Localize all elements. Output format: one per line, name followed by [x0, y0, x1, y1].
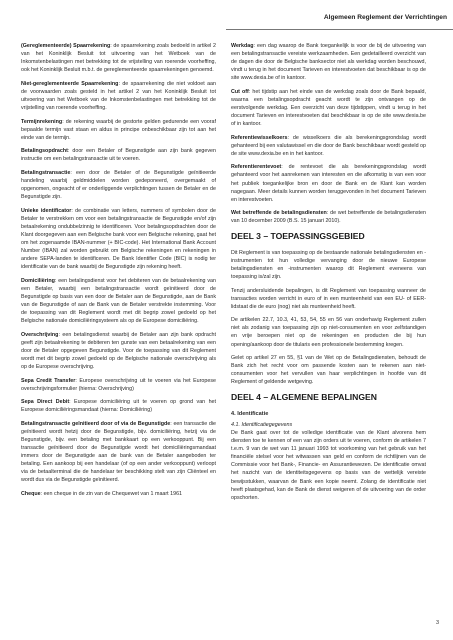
definition-paragraph — [21, 118, 216, 142]
definition-paragraph — [231, 42, 426, 82]
identification-paragraph: De Bank gaat over tot de volledige identificatie van de Klant alvorens hem diensten toe te kennen of een van zijn orders uit te voeren, conform de artikelen 7 t.e.m. 9 van de wet van 11 januari 1993 tot voorkoming van het gebruik van het financiële stelsel voor het witwassen van geld en conform de richtlijnen van de Commissie voor het Bank-, Financie- en Assurantiewezen. De identificatie omvat het nazicht van de identiteitsgegevens op basis van de wettelijk vereiste bewijsstukken, waarvan de Bank een kopie neemt. Zolang de identificatie niet heeft plaatsgehad, kan de Bank de dienst weigeren of de uitvoering van de order opschorten. — [231, 429, 426, 501]
definition-term: Referentiewisselkoers — [231, 134, 288, 141]
definition-term: Referentierentevoet — [231, 164, 282, 171]
definition-paragraph — [21, 377, 216, 393]
definition-text: : een dag waarop de Bank toegankelijk is voor de bij de uitvoering van een betalingstransactie vereiste werkzaamheden. Een gedetailleerd overzicht van de dagen die door de Belgische banksector niet als werkdag worden beschouwd, vindt u terug in het document Tarieven en interestvoeten dat beschikbaar is op de site www.dexia.be of in kantoor. — [231, 43, 426, 82]
header-title: Algemeen Reglement der Verrichtingen — [323, 14, 447, 21]
definition-term: Niet-gereglementeerde Spaarrekening — [21, 80, 119, 87]
definition-term: Betalingstransactie geïnitieerd door of via de Begunstigde — [21, 420, 171, 427]
definition-term: Sepa Credit Transfer — [21, 377, 76, 384]
definition-text: : de spaarrekening die niet voldoet aan de voorwaarden zoals gesteld in het artikel 2 van het Koninklijk Besluit tot uitvoering van het Wetboek van de Inkomstenbelastingen met betrekking tot de vrijstelling van roerende voorheffing. — [21, 80, 216, 112]
definition-paragraph — [21, 207, 216, 272]
left-column — [21, 42, 216, 503]
definition-paragraph — [21, 277, 216, 326]
definition-text: : de combinatie van letters, nummers of symbolen door de Betaler te verstrekken om voor een betalingstransactie de Begunstigde en/of zijn betaalrekening ondubbelzinnig te identificeren. Voor betalingsopdrachten door de Klant doorgegeven aan een Belgische bank voor een Belgische rekening, gaat het om het zogenaamde IBAN-nummer (+ BIC-code). Het International Bank Account Number (IBAN) zal worden gebruikt om Belgische rekeningen en rekeningen in andere SEPA-landen te identificeren. De Bank Identifier Code (BIC) is nodig ter identificatie van de bank waarbij de Begunstigde zijn rekening heeft. — [21, 207, 216, 271]
definition-paragraph — [21, 331, 216, 371]
definition-paragraph — [21, 490, 216, 498]
definition-text: : Europese domiciliëring uit te voeren op grond van het Europese domiciliëringsmandaat (hierna: Domiciliëring) — [21, 399, 216, 414]
definition-text: : de rentevoet die als berekeningsgrondslag wordt gehanteerd voor het aanrekenen van interesten en die afkomstig is van een voor het publiek toegankelijke bron en door de Bank en de Klant kan worden nagegaan. Meer details kunnen worden teruggevonden in het document Tarieven en interestvoeten. — [231, 164, 426, 203]
definition-paragraph — [21, 398, 216, 414]
definition-paragraph — [21, 169, 216, 201]
definition-paragraph — [231, 134, 426, 158]
section-4-heading: DEEL 4 – ALGEMENE BEPALINGEN — [231, 391, 377, 402]
definition-text: : een transactie die geïnitieerd wordt hetzij door de Begunstigde, bijv. domiciliëring, hetzij via de Begunstigde, bijv. een betaling met bankkaart op een verkooppunt. Bij een transactie geïnitieerd door de Begunstigde wordt het domiciliëringsmandaat immers door de Begunstigde aan de bank van de Betaler aangeboden ter betaling. Een aankoop bij een handelaar (of op een ander verkooppunt) verloopt via de betaalterminal die de handelaar ter beschikking stelt van zijn Cliënteel en wordt dus via de Begunstigde geïnitieerd. — [21, 420, 217, 484]
section-3-paragraph: Tenzij andersluidende bepalingen, is dit Reglement van toepassing wanneer de transacties worden verricht in euro of in een munteenheid van een EU- of EER-lidstaat die de euro (nog) niet als munteenheid heeft. — [231, 287, 426, 310]
identification-data-heading: 4.1. Identificatiegegevens — [231, 421, 293, 428]
definition-text: : een betalingsdienst voor het debiteren van de betaalrekening van een Betaler, waarbij een betalingstransactie wordt geïnitieerd door de Begunstigde op basis van een door de Betaler aan de Begunstigde, aan de Bank van de Begunstigde of aan de Bank van de Betaler verstrekte instemming. Voor de toepassing van dit Reglement wordt met dit begrip zowel gedoeld op het Belgische nationale domiciliëringsysteem als op de Europese domiciliëring. — [21, 277, 216, 325]
definition-text: : door een Betaler of Begunstigde aan zijn bank gegeven instructie om een betalingstransactie uit te voeren. — [21, 148, 216, 163]
section-3-paragraph: De artikelen 22.7, 10.3, 41, 53, 54, 55 en 56 van onderhavig Reglement zullen niet als zodanig van toepassing zijn op niet-consumenten en voor zelfstandigen en vrije beroepen niet op de rekeningen en producten die bij hun opening/aankoop door de titularis een professionele bestemming kregen. — [231, 317, 426, 348]
definition-paragraph — [21, 42, 216, 74]
definition-term: (Gereglementeerde) Spaarrekening — [21, 43, 111, 49]
definition-term: Wet betreffende de betalingsdiensten — [231, 210, 327, 217]
definition-text: : het tijdstip aan het einde van de werkdag zoals door de Bank bepaald, waarna een betalingsopdracht geacht wordt te zijn ontvangen op de eerstvolgende werkdag. Een overzicht van deze tijdstippen, vindt u terug in het document Tarieven en interestvoeten dat beschikbaar is op de site www.dexia.be of in kantoor. — [231, 88, 426, 128]
definition-paragraph — [21, 80, 216, 112]
definition-term: Cheque — [21, 490, 41, 497]
definition-text: : een betalingsdienst waarbij de Betaler aan zijn bank opdracht geeft zijn betaalrekening te debiteren ten gunste van een betaalrekening van een door de Betaler opgegeven Begunstigde. Voor de toepassing van dit Reglement wordt met dit begrip zowel gedoeld op de Belgische nationale overschrijving als op de Europese overschrijving. — [21, 331, 216, 371]
definition-text: : een cheque in de zin van de Chequewet van 1 maart 1961 — [40, 490, 183, 497]
definition-term: Overschrijving — [21, 331, 59, 338]
definition-text: : Europese overschrijving uit te voeren via het Europese overschrijvingsformulier (hierna: Overschrijving) — [21, 377, 216, 392]
page-number: 3 — [435, 620, 439, 626]
definition-term: Betalingsopdracht — [21, 148, 68, 155]
definition-paragraph — [21, 147, 216, 163]
definition-text: : de rekening waarbij de gestorte gelden gedurende een vooraf bepaalde termijn vast staan en aldus in principe onbeschikbaar zijn tot aan het einde van de termijn. — [21, 118, 216, 141]
definition-paragraph — [21, 420, 216, 485]
definition-text: : de wet betreffende de betalingsdiensten van 10 december 2009 (B.S. 15 januari 2010). — [231, 210, 426, 225]
section-3-heading: DEEL 3 – TOEPASSINGSGEBIED — [231, 230, 365, 241]
definition-text: : de wisselkoers die als berekeningsgrondslag wordt gehanteerd bij een valutawissel en die door de Bank beschikbaar wordt gesteld op de site www.dexia.be en in het kantoor. — [231, 134, 426, 157]
right-column — [231, 42, 426, 507]
definition-paragraph — [231, 88, 426, 128]
definition-term: Unieke identificator — [21, 207, 72, 214]
definition-term: Domiciliëring — [21, 277, 55, 284]
identification-heading: 4. Identificatie — [231, 410, 269, 417]
section-3-paragraph: Gelet op artikel 27 en 55, §1 van de Wet op de Betalingsdiensten, behoudt de Bank zich het recht voor om passende kosten aan te rekenen aan niet-consumenten voor het vervullen van haar verplichtingen in hoofde van dit Reglement of geldende wetgeving. — [231, 355, 426, 386]
definition-text: : een door de Betaler of de Begunstigde geïnitieerde handeling waarbij geldmiddelen worden gedeponeerd, overgemaakt of opgenomen, ongeacht of er onderliggende verplichtingen tussen de Betaler en de Begunstigde zijn. — [21, 169, 216, 201]
definition-term: Cut off — [231, 88, 249, 95]
definition-paragraph — [231, 163, 426, 203]
definition-term: Werkdag — [231, 43, 254, 49]
definition-text: : de spaarrekening zoals bedoeld in artikel 2 van het Koninklijk Besluit tot uitvoering van het Wetboek van de Inkomstenbelastingen met betrekking tot de vrijstelling van roerende voorheffing, ook het Koninklijk Besluit m.b.t. de gereglementeerde spaarrekeningen genoemd. — [21, 43, 216, 74]
definition-term: Termijnrekening — [21, 118, 63, 125]
definition-paragraph — [231, 209, 426, 225]
definition-term: Sepa Direct Debit — [21, 399, 70, 406]
definition-term: Betalingstransactie — [21, 169, 71, 176]
section-3-paragraph: Dit Reglement is van toepassing op de bestaande nationale betalingsdiensten en -instrumenten tot hun volledige vervanging door de nieuwe Europese betalingsdiensten en -instrumenten waarop dit Reglement eveneens van toepassing is/zal zijn. — [231, 249, 426, 281]
